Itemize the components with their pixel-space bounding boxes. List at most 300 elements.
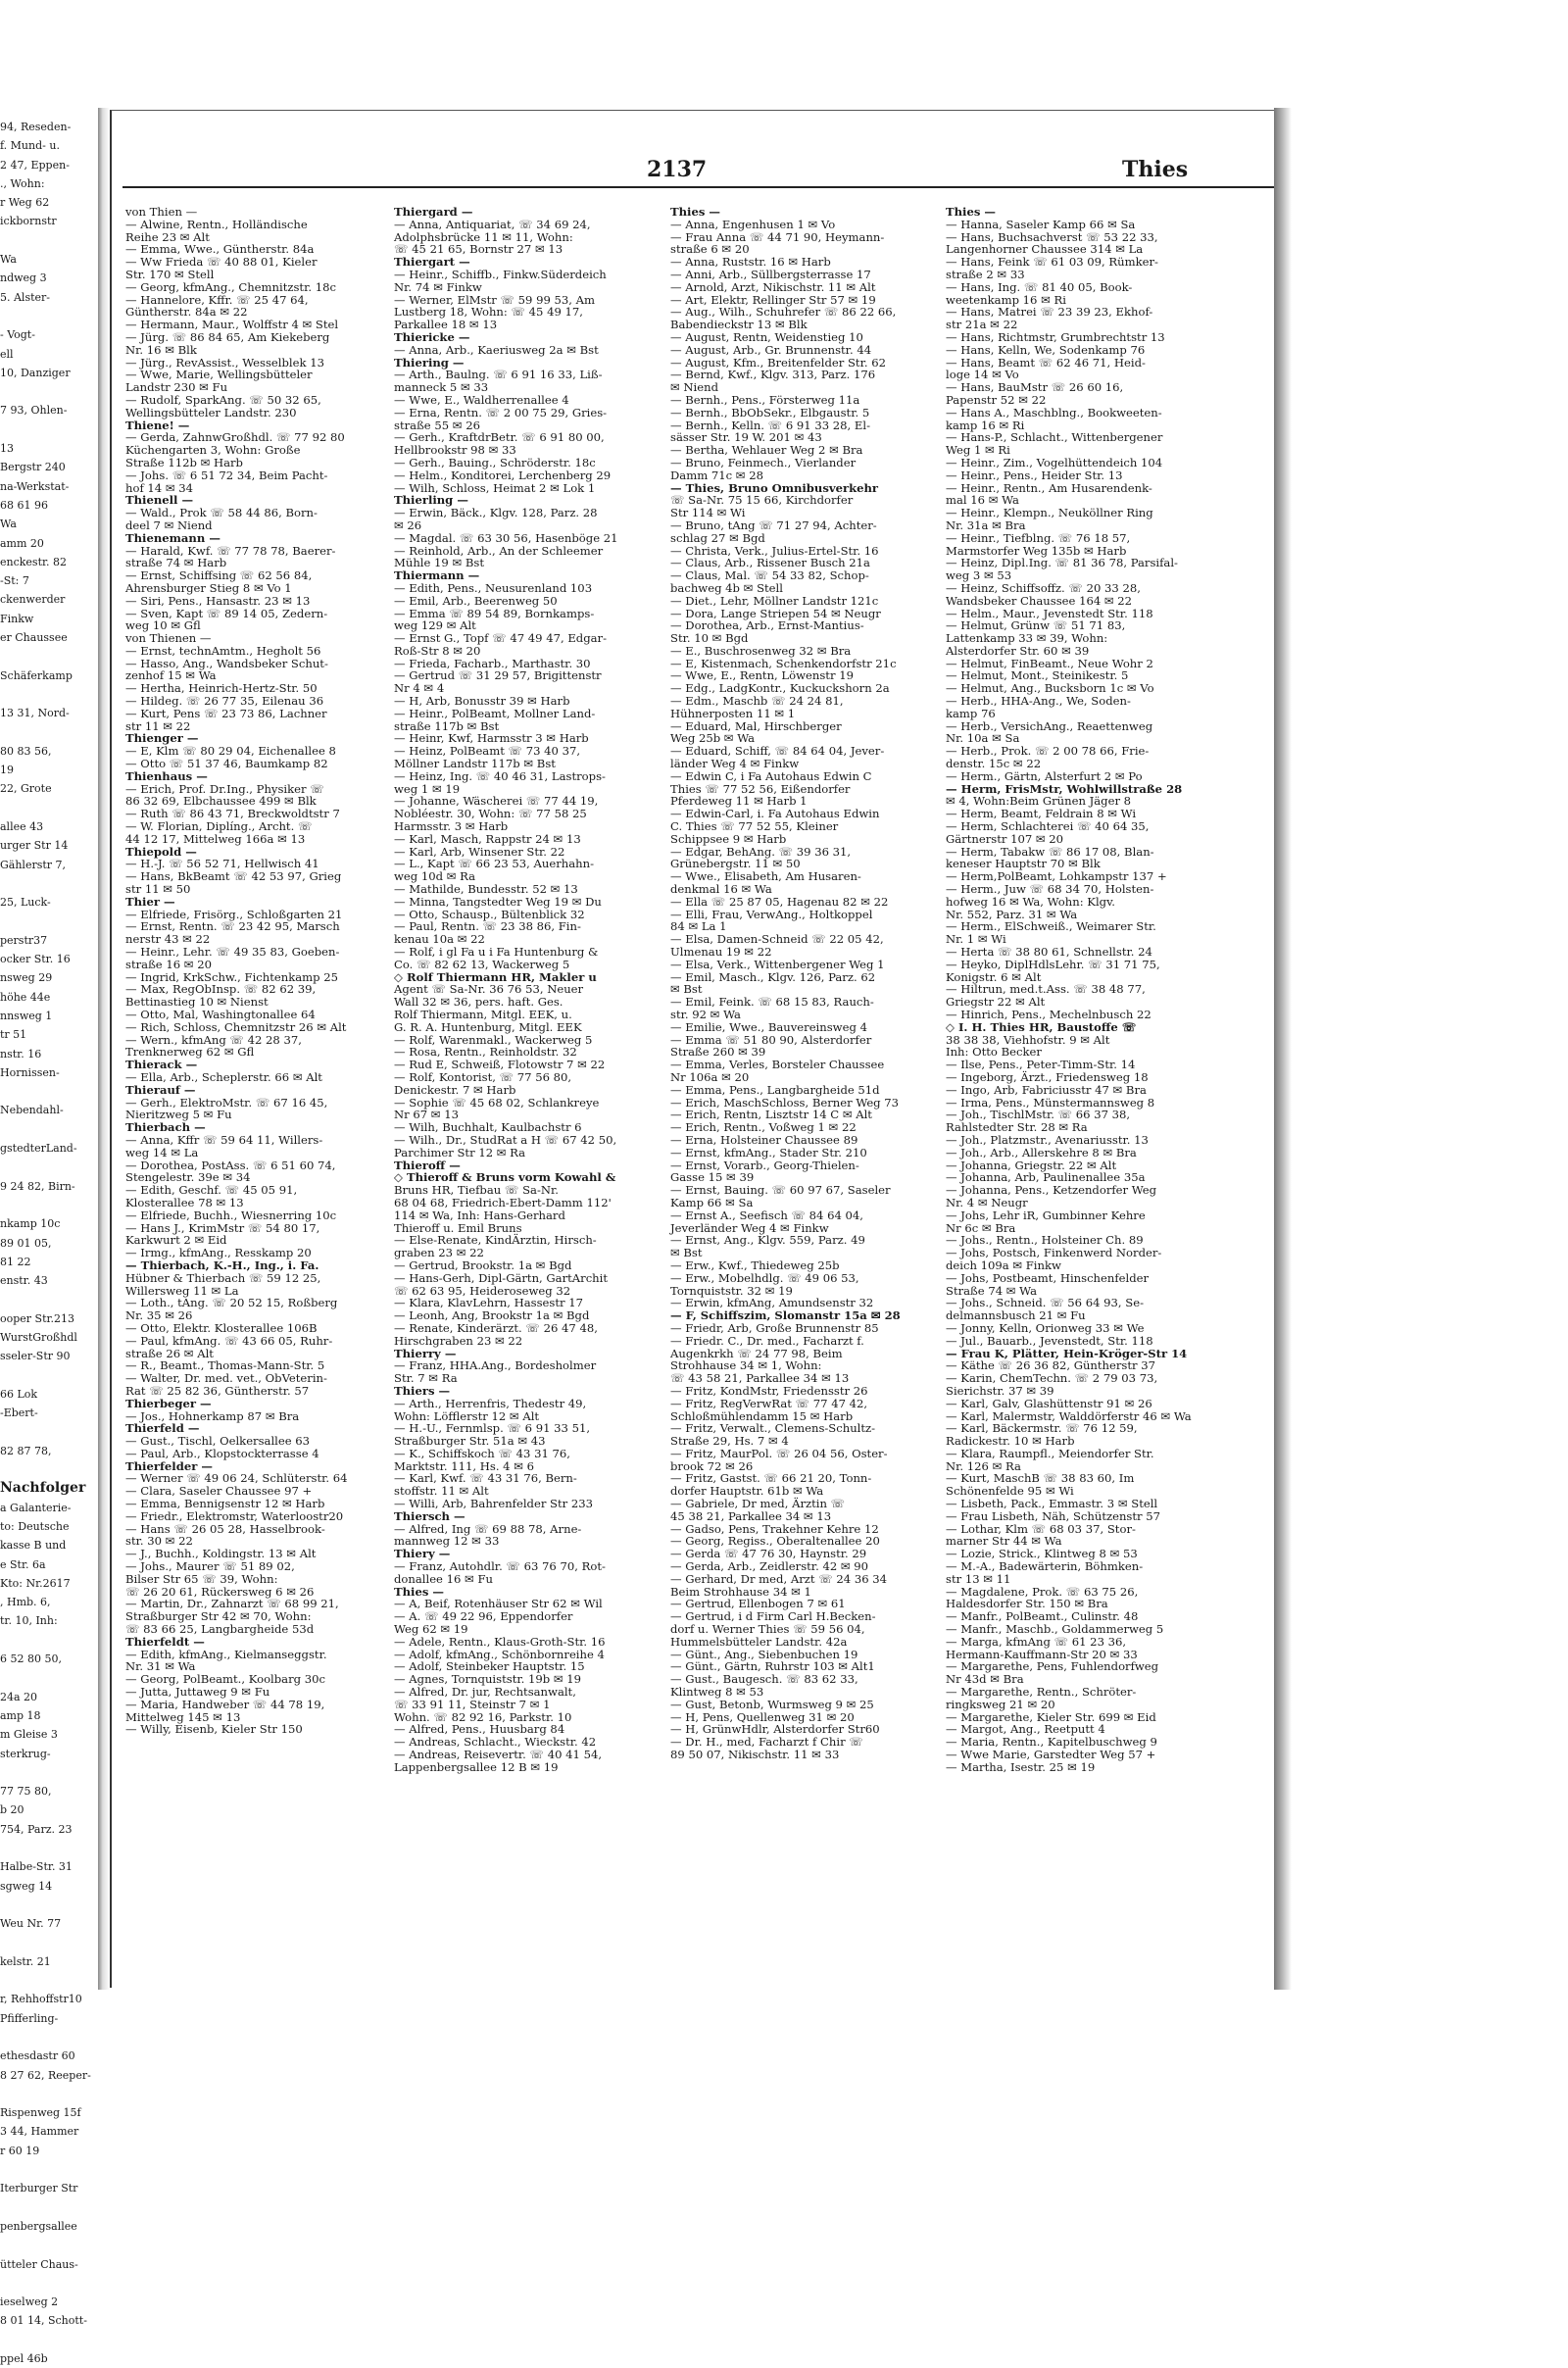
- directory-entry-line: — Heinr., Pens., Heider Str. 13: [946, 468, 1123, 482]
- directory-entry-line: — Martha, Isestr. 25 ✉ 19: [946, 1759, 1096, 1774]
- previous-page-line: ndweg 3: [0, 271, 47, 285]
- directory-entry-line: Wandsbeker Chaussee 164 ✉ 22: [946, 593, 1133, 608]
- directory-entry-line: — Gust, Betonb, Wurmsweg 9 ✉ 25: [670, 1697, 874, 1711]
- directory-entry-line: denstr. 15c ✉ 22: [946, 757, 1042, 771]
- directory-entry-line: — Franz, Autohdlr. ☏ 63 76 70, Rot-: [394, 1559, 606, 1574]
- previous-page-line: ickbornstr: [0, 215, 57, 228]
- directory-entry-line: weetenkamp 16 ✉ Ri: [946, 292, 1066, 307]
- directory-entry-line: — Heinr., Lehr. ☏ 49 35 83, Goeben-: [125, 945, 340, 960]
- previous-page-line: sterkrug-: [0, 1747, 51, 1760]
- previous-page-line: 10, Danziger: [0, 366, 71, 379]
- directory-entry-line: Hermann-Kauffmann-Str 20 ✉ 33: [946, 1647, 1138, 1661]
- directory-entry-line: ringksweg 21 ✉ 20: [946, 1697, 1055, 1711]
- directory-entry-line: Stengelestr. 39e ✉ 34: [125, 1170, 251, 1185]
- running-headword: Thies: [1122, 157, 1189, 182]
- directory-entry-line: Nr. 126 ✉ Ra: [946, 1458, 1021, 1473]
- previous-page-line: ell: [0, 347, 14, 361]
- directory-entry-line: Lappenbergsallee 12 B ✉ 19: [394, 1759, 559, 1774]
- previous-page-line: [0, 912, 98, 930]
- directory-entry-line: — Lothar, Klm ☏ 68 03 37, Stor-: [946, 1521, 1136, 1536]
- directory-entry-line: Thiers —: [394, 1383, 451, 1398]
- previous-page-line: [0, 1120, 98, 1139]
- directory-entry-line: ☏ 83 66 25, Langbargheide 53d: [125, 1622, 315, 1637]
- directory-entry-line: — Paul, Arb., Klopstockterrasse 4: [125, 1446, 319, 1460]
- directory-entry-line: stoffstr. 11 ✉ Alt: [394, 1484, 489, 1499]
- directory-entry-line: — Wilh, Schloss, Heimat 2 ✉ Lok 1: [394, 480, 596, 495]
- previous-page-line: [0, 1668, 98, 1687]
- directory-entry-line: — Walter, Dr. med. vet., ObVeterin-: [125, 1371, 327, 1386]
- directory-entry-line: — Joh., TischlMstr. ☏ 66 37 38,: [946, 1108, 1131, 1122]
- directory-entry-line: — Günt., Gärtn, Ruhrstr 103 ✉ Alt1: [670, 1659, 875, 1674]
- directory-entry-line: — Erw., Mobelhdlg. ☏ 49 06 53,: [670, 1270, 859, 1285]
- previous-page-line: kasse B und: [0, 1539, 67, 1553]
- directory-entry-line: — Eduard, Mal, Hirschberger: [670, 718, 842, 733]
- directory-entry-line: — E., Buschrosenweg 32 ✉ Bra: [670, 643, 852, 658]
- directory-entry-line: — Diet., Lehr, Möllner Landstr 121c: [670, 593, 879, 608]
- previous-page-line: ocker Str. 16: [0, 953, 71, 966]
- directory-entry-line: Nr 106a ✉ 20: [670, 1069, 750, 1084]
- directory-entry-line: — Frau Lisbeth, Näh, Schützenstr 57: [946, 1508, 1161, 1523]
- directory-entry-line: straße 16 ✉ 20: [125, 957, 212, 971]
- directory-entry-line: Hellbrookstr 98 ✉ 33: [394, 443, 516, 458]
- directory-entry-line: keneser Hauptstr 70 ✉ Blk: [946, 857, 1101, 871]
- directory-entry-line: Nr. 4 ✉ Neugr: [946, 1195, 1028, 1209]
- previous-page-line: enckestr. 82: [0, 555, 68, 568]
- directory-entry-line: — Margarethe, Kieler Str. 699 ✉ Eid: [946, 1709, 1156, 1724]
- directory-entry-line: Denickestr. 7 ✉ Harb: [394, 1082, 516, 1097]
- previous-page-line: [0, 1460, 98, 1479]
- directory-entry-line: Gasse 15 ✉ 39: [670, 1170, 755, 1185]
- directory-entry-line: — Herb., HHA-Ang., We, Soden-: [946, 694, 1131, 709]
- directory-entry-line: Weg 1 ✉ Ri: [946, 443, 1010, 458]
- directory-entry-line: str 21a ✉ 22: [946, 318, 1018, 332]
- previous-page-line: 8 01 14, Schott-: [0, 2314, 87, 2328]
- directory-entry-line: — Bernd, Kwf., Klgv. 313, Parz. 176: [670, 368, 876, 382]
- directory-entry-line: Marmstorfer Weg 135b ✉ Harb: [946, 543, 1127, 558]
- directory-entry-line: — Edwin-Carl, i. Fa Autohaus Edwin: [670, 807, 880, 821]
- directory-entry-line: Thierack —: [125, 1058, 198, 1072]
- previous-page-line: [0, 1082, 98, 1101]
- previous-page-line: Pfifferling-: [0, 2011, 59, 2025]
- directory-entry-line: G. R. A. Huntenburg, Mitgl. EEK: [394, 1019, 582, 1034]
- directory-entry-line: Roß-Str 8 ✉ 20: [394, 643, 481, 658]
- previous-page-line: 2 47, Eppen-: [0, 158, 70, 172]
- directory-entry-line: straße 55 ✉ 26: [394, 418, 480, 432]
- directory-entry-line: — Arth., Baulng. ☏ 6 91 16 33, Liß-: [394, 368, 603, 382]
- directory-entry-line: — L., Kapt ☏ 66 23 53, Auerhahn-: [394, 857, 595, 871]
- directory-entry-line: Thiery —: [394, 1547, 451, 1561]
- directory-entry-line: — Georg, kfmAng., Chemnitzstr. 18c: [125, 279, 336, 294]
- directory-entry-line: — Karl, Kwf. ☏ 43 31 76, Bern-: [394, 1471, 577, 1486]
- directory-entry-line: ☏ 33 91 11, Steinstr 7 ✉ 1: [394, 1697, 551, 1711]
- previous-page-line: ieselweg 2: [0, 2295, 59, 2309]
- directory-entry-line: — Andreas, Reisevertr. ☏ 40 41 54,: [394, 1748, 603, 1762]
- directory-entry-line: — Jutta, Juttaweg 9 ✉ Fu: [125, 1685, 270, 1700]
- directory-entry-line: — Hans, Buchsachverst ☏ 53 22 33,: [946, 229, 1158, 244]
- directory-entry-line: — Jos., Hohnerkamp 87 ✉ Bra: [125, 1408, 300, 1423]
- directory-entry-line: ✉ Bst: [670, 982, 703, 997]
- directory-entry-line: — Johs, Lehr iR, Gumbinner Kehre: [946, 1208, 1146, 1222]
- directory-entry-line: Bilser Str 65 ☏ 39, Wohn:: [125, 1571, 278, 1586]
- directory-entry-line: — Erich, Rentn., Voßweg 1 ✉ 22: [670, 1120, 857, 1135]
- directory-entry-line: — Johs., Rentn., Holsteiner Ch. 89: [946, 1233, 1144, 1248]
- directory-entry-line: Thierfeldt —: [125, 1634, 205, 1649]
- directory-entry-line: Ahrensburger Stieg 8 ✉ Vo 1: [125, 580, 292, 595]
- directory-entry-line: — Irma, Pens., Münstermannsweg 8: [946, 1095, 1155, 1110]
- previous-page-line: [0, 1763, 98, 1782]
- directory-entry-line: — Herm, Schlachterei ☏ 40 64 35,: [946, 819, 1150, 834]
- directory-entry-line: brook 72 ✉ 26: [670, 1458, 754, 1473]
- directory-entry-line: — Helmut, FinBeamt., Neue Wohr 2: [946, 656, 1153, 670]
- directory-entry-line: Nr. 552, Parz. 31 ✉ Wa: [946, 907, 1078, 921]
- directory-entry-line: — Emil, Feink. ☏ 68 15 83, Rauch-: [670, 995, 874, 1010]
- previous-page-fragment: [0, 118, 98, 2366]
- directory-entry-line: ✉ Bst: [670, 1246, 703, 1260]
- previous-page-line: kelstr. 21: [0, 1954, 51, 1968]
- directory-entry-line: — Helmut, Mont., Steinikestr. 5: [946, 668, 1129, 683]
- directory-entry-line: — Elfriede, Frisörg., Schloßgarten 21: [125, 907, 343, 921]
- previous-page-line: , Hmb. 6,: [0, 1596, 51, 1609]
- directory-entry-line: — Siri, Pens., Hansastr. 23 ✉ 13: [125, 593, 311, 608]
- directory-entry-line: — Emma ☏ 51 80 90, Alsterdorfer: [670, 1032, 872, 1047]
- previous-page-line: [0, 647, 98, 666]
- previous-page-line: allee 43: [0, 819, 44, 833]
- directory-entry-line: — Thierbach, K.-H., Ing., i. Fa.: [125, 1258, 319, 1272]
- directory-entry-line: — Hildeg. ☏ 26 77 35, Eilenau 36: [125, 694, 324, 709]
- directory-entry-line: — Bruno, Feinmech., Vierlander: [670, 455, 857, 469]
- previous-page-line: nsweg 29: [0, 971, 53, 985]
- directory-entry-line: Reihe 23 ✉ Alt: [125, 229, 210, 244]
- previous-page-line: amp 18: [0, 1708, 41, 1722]
- previous-page-line: ckenwerder: [0, 593, 66, 607]
- directory-entry-line: Thies —: [946, 205, 996, 219]
- directory-entry-line: — Wwe Marie, Garstedter Weg 57 +: [946, 1748, 1156, 1762]
- previous-page-line: 77 75 80,: [0, 1785, 52, 1799]
- directory-entry-line: — Hans, Matrei ☏ 23 39 23, Ekhof-: [946, 305, 1153, 320]
- directory-entry-line: von Thien —: [125, 205, 198, 219]
- directory-entry-line: — Hans J., KrimMstr ☏ 54 80 17,: [125, 1220, 320, 1235]
- previous-page-line: [0, 2085, 98, 2103]
- directory-entry-line: Thienemann —: [125, 530, 220, 545]
- previous-page-line: r 60 19: [0, 2144, 40, 2157]
- directory-entry-line: Thieroff u. Emil Bruns: [394, 1220, 522, 1235]
- previous-page-line: -Ebert-: [0, 1406, 38, 1420]
- directory-entry-line: weg 1 ✉ 19: [394, 781, 461, 796]
- directory-entry-line: loge 14 ✉ Vo: [946, 368, 1019, 382]
- directory-entry-line: 45 38 21, Parkallee 34 ✉ 13: [670, 1508, 832, 1523]
- directory-entry-line: — Emma, Bennigsenstr 12 ✉ Harb: [125, 1497, 325, 1511]
- directory-entry-line: — Edg., LadgKontr., Kuckuckshorn 2a: [670, 681, 890, 696]
- directory-entry-line: — Wwe, Marie, Wellingsbütteler: [125, 368, 313, 382]
- directory-entry-line: 89 50 07, Nikischstr. 11 ✉ 33: [670, 1748, 840, 1762]
- directory-entry-line: straße 6 ✉ 20: [670, 242, 750, 257]
- directory-entry-line: — Kurt, Pens ☏ 23 73 86, Lachner: [125, 706, 327, 720]
- directory-entry-line: Str. 7 ✉ Ra: [394, 1371, 458, 1386]
- previous-page-line: e Str. 6a: [0, 1557, 46, 1571]
- directory-entry-line: — Aug., Wilh., Schuhrefer ☏ 86 22 66,: [670, 305, 897, 320]
- directory-entry-line: denkmal 16 ✉ Wa: [670, 882, 772, 897]
- directory-entry-line: Nr 67 ✉ 13: [394, 1108, 459, 1122]
- directory-entry-line: — Adolf, Steinbeker Hauptstr. 15: [394, 1659, 585, 1674]
- directory-entry-line: — Johanna, Arb, Paulinenallee 35a: [946, 1170, 1146, 1185]
- directory-entry-line: — Emilie, Wwe., Bauvereinsweg 4: [670, 1019, 867, 1034]
- directory-entry-line: — Fritz, KondMstr, Friedensstr 26: [670, 1383, 868, 1398]
- directory-entry-line: Thiersch —: [394, 1508, 466, 1523]
- directory-entry-line: — Karl, Galv, Glashüttenstr 91 ✉ 26: [946, 1396, 1152, 1410]
- previous-page-line: 13: [0, 442, 14, 456]
- directory-entry-line: — Herta ☏ 38 80 61, Schnellstr. 24: [946, 945, 1152, 960]
- directory-entry-line: — Gertrud, Ellenbogen 7 ✉ 61: [670, 1597, 846, 1611]
- directory-entry-line: Marktstr. 111, Hs. 4 ✉ 6: [394, 1458, 535, 1473]
- directory-entry-line: Thierfeld —: [125, 1421, 200, 1436]
- directory-entry-line: — Ingeborg, Ärzt., Friedensweg 18: [946, 1069, 1149, 1084]
- directory-entry-line: Papenstr 52 ✉ 22: [946, 392, 1047, 407]
- directory-entry-line: Jeverländer Weg 4 ✉ Finkw: [670, 1220, 829, 1235]
- directory-entry-line: — Herb., VersichAng., Reaettenweg: [946, 718, 1153, 733]
- directory-entry-line: — Margot, Ang., Reetputt 4: [946, 1722, 1105, 1737]
- directory-entry-line: Parchimer Str 12 ✉ Ra: [394, 1145, 526, 1159]
- previous-page-line: enstr. 43: [0, 1274, 48, 1288]
- directory-entry-line: Thieroff —: [394, 1158, 461, 1172]
- directory-entry-line: Nr 6c ✉ Bra: [946, 1220, 1016, 1235]
- directory-entry-line: Straße 74 ✉ Wa: [946, 1283, 1038, 1298]
- directory-entry-line: — Emma, Pens., Langbargheide 51d: [670, 1082, 880, 1097]
- previous-page-line: - Vogt-: [0, 328, 35, 342]
- directory-entry-line: — Karin, ChemTechn. ☏ 2 79 03 73,: [946, 1371, 1158, 1386]
- directory-entry-line: — Gerh., ElektroMstr. ☏ 67 16 45,: [125, 1095, 328, 1110]
- directory-entry-line: — Edwin C, i Fa Autohaus Edwin C: [670, 768, 872, 783]
- previous-page-line: 25, Luck-: [0, 896, 51, 910]
- previous-page-line: tr 51: [0, 1028, 27, 1042]
- directory-entry-line: — Arth., Herrenfris, Thedestr 49,: [394, 1396, 587, 1410]
- directory-entry-line: — Ernst, Schiffsing ☏ 62 56 84,: [125, 568, 313, 583]
- previous-page-line: Nebendahl-: [0, 1104, 64, 1117]
- directory-entry-line: — Ruth ☏ 86 43 71, Breckwoldtstr 7: [125, 807, 340, 821]
- directory-entry-line: — J., Buchh., Koldingstr. 13 ✉ Alt: [125, 1547, 317, 1561]
- directory-entry-line: Bettinastieg 10 ✉ Nienst: [125, 995, 269, 1010]
- directory-entry-line: Rolf Thiermann, Mitgl. EEK, u.: [394, 1008, 572, 1021]
- directory-entry-line: — Friedr., Elektromstr, Waterloostr20: [125, 1508, 344, 1523]
- directory-entry-line: — H, Pens, Quellenweg 31 ✉ 20: [670, 1709, 855, 1724]
- directory-entry-line: — Heinr, Kwf, Harmsstr 3 ✉ Harb: [394, 731, 589, 746]
- directory-entry-line: Thienhaus —: [125, 768, 208, 783]
- directory-entry-line: — K., Schiffskoch ☏ 43 31 76,: [394, 1446, 570, 1460]
- previous-page-line: r, Rehhoffstr10: [0, 1993, 82, 2006]
- directory-entry-line: — Erich, Prof. Dr.Ing., Physiker ☏: [125, 781, 324, 796]
- directory-entry-line: Str. 170 ✉ Stell: [125, 267, 215, 281]
- directory-entry-line: — Gerda ☏ 47 76 30, Haynstr. 29: [670, 1547, 867, 1561]
- directory-entry-line: — Klara, KlavLehrn, Hassestr 17: [394, 1296, 583, 1310]
- directory-entry-line: — H, GrünwHdlr, Alsterdorfer Str60: [670, 1722, 880, 1737]
- directory-entry-line: Schippsee 9 ✉ Harb: [670, 831, 787, 846]
- directory-entry-line: — Friedr, Arb, Große Brunnenstr 85: [670, 1320, 879, 1335]
- previous-page-line: 7 93, Ohlen-: [0, 404, 68, 418]
- directory-entry-line: Wohn: Löfflerstr 12 ✉ Alt: [394, 1408, 540, 1423]
- directory-entry-line: — Fritz, MaurPol. ☏ 26 04 56, Oster-: [670, 1446, 888, 1460]
- previous-page-line: Halbe-Str. 31: [0, 1860, 73, 1874]
- previous-page-line: [0, 1971, 98, 1990]
- directory-entry-line: Nr 4 ✉ 4: [394, 681, 445, 696]
- directory-entry-line: Thiergard —: [394, 205, 473, 219]
- directory-entry-line: Ulmenau 19 ✉ 22: [670, 945, 772, 960]
- directory-entry-line: — E, Kistenmach, Schenkendorfstr 21c: [670, 656, 897, 670]
- previous-page-line: 94, Reseden-: [0, 121, 72, 133]
- directory-entry-line: — Magdalene, Prok. ☏ 63 75 26,: [946, 1584, 1139, 1599]
- previous-page-line: [0, 2274, 98, 2293]
- directory-entry-line: Mühle 19 ✉ Bst: [394, 556, 485, 570]
- directory-entry-line: — Ernst, Vorarb., Georg-Thielen-: [670, 1158, 859, 1172]
- directory-entry-line: — Ella ☏ 25 87 05, Hagenau 82 ✉ 22: [670, 894, 889, 909]
- directory-entry-line: — Paul, kfmAng. ☏ 43 66 05, Ruhr-: [125, 1333, 333, 1348]
- directory-entry-line: — Art, Elektr, Rellinger Str 57 ✉ 19: [670, 292, 876, 307]
- directory-entry-line: — Bruno, tAng ☏ 71 27 94, Achter-: [670, 518, 877, 532]
- directory-entry-line: Schönenfelde 95 ✉ Wi: [946, 1484, 1074, 1499]
- directory-entry-line: — Emil, Arb., Beerenweg 50: [394, 593, 558, 608]
- directory-entry-line: Gärtnerstr 107 ✉ 20: [946, 831, 1064, 846]
- directory-entry-line: — Anna, Engenhusen 1 ✉ Vo: [670, 217, 836, 231]
- previous-page-line: -St: 7: [0, 574, 29, 588]
- directory-entry-line: Hummelsbütteler Landstr. 42a: [670, 1634, 848, 1649]
- directory-entry-line: str. 30 ✉ 22: [125, 1534, 193, 1549]
- previous-page-line: [0, 1366, 98, 1385]
- directory-entry-line: — Adele, Rentn., Klaus-Groth-Str. 16: [394, 1634, 606, 1649]
- previous-page-line: [0, 1631, 98, 1650]
- directory-entry-line: Thiene! —: [125, 418, 190, 432]
- directory-entry-line: — Friedr. C., Dr. med., Facharzt f.: [670, 1333, 864, 1348]
- directory-entry-line: — Wern., kfmAng ☏ 42 28 37,: [125, 1032, 302, 1047]
- previous-page-line: amm 20: [0, 536, 44, 550]
- directory-entry-line: — Hans, Ing. ☏ 81 40 05, Book-: [946, 279, 1133, 294]
- previous-page-line: sgweg 14: [0, 1879, 53, 1893]
- directory-entry-line: — H, Arb, Bonusstr 39 ✉ Harb: [394, 694, 570, 709]
- previous-page-line: f. Mund- u.: [0, 139, 60, 153]
- directory-entry-line: weg 14 ✉ La: [125, 1145, 199, 1159]
- directory-entry-line: — Claus, Mal. ☏ 54 33 82, Schop-: [670, 568, 869, 583]
- directory-entry-line: — Gust., Baugesch. ☏ 83 62 33,: [670, 1672, 858, 1687]
- previous-page-line: ooper Str.213: [0, 1311, 75, 1325]
- directory-entry-line: Schloßmühlendamm 15 ✉ Harb: [670, 1408, 854, 1423]
- directory-entry-line: — Agnes, Tornquiststr. 19b ✉ 19: [394, 1672, 582, 1687]
- directory-entry-line: Karkwurt 2 ✉ Eid: [125, 1233, 227, 1248]
- previous-page-line: Iterburger Str: [0, 2182, 78, 2195]
- directory-entry-line: — Herm., Juw ☏ 68 34 70, Holsten-: [946, 882, 1154, 897]
- directory-entry-line: Rahlstedter Str. 28 ✉ Ra: [946, 1120, 1088, 1135]
- directory-entry-line: — Sophie ☏ 45 68 02, Schlankreye: [394, 1095, 600, 1110]
- directory-entry-line: — Heinr., Zim., Vogelhüttendeich 104: [946, 455, 1163, 469]
- directory-entry-line: — Minna, Tangstedter Weg 19 ✉ Du: [394, 894, 602, 909]
- directory-entry-line: Alsterdorfer Str. 60 ✉ 39: [946, 643, 1090, 658]
- previous-page-line: 9 24 82, Birn-: [0, 1179, 75, 1193]
- directory-entry-line: — F, Schiffszim, Slomanstr 15a ✉ 28: [670, 1308, 901, 1323]
- directory-entry-line: — Herm., ElSchweiß., Weimarer Str.: [946, 919, 1156, 934]
- directory-entry-line: — Gertrud ☏ 31 29 57, Brigittenstr: [394, 668, 602, 683]
- directory-entry-line: str. 92 ✉ Wa: [670, 1008, 741, 1021]
- directory-entry-line: Sierichstr. 37 ✉ 39: [946, 1383, 1054, 1398]
- previous-page-line: 8 27 62, Reeper-: [0, 2068, 91, 2082]
- directory-entry-line: — R., Beamt., Thomas-Mann-Str. 5: [125, 1358, 325, 1373]
- directory-entry-line: Hühnerposten 11 ✉ 1: [670, 706, 796, 720]
- directory-entry-line: — Bernh., Pens., Försterweg 11a: [670, 392, 860, 407]
- previous-page-line: 68 61 96: [0, 498, 48, 512]
- directory-entry-line: — H.-J. ☏ 56 52 71, Hellwisch 41: [125, 857, 319, 871]
- directory-entry-line: Thierfelder —: [125, 1458, 213, 1473]
- previous-page-line: er Chaussee: [0, 631, 68, 645]
- directory-entry-line: Co. ☏ 82 62 13, Wackerweg 5: [394, 957, 570, 971]
- previous-page-line: 24a 20: [0, 1690, 38, 1703]
- directory-entry-line: — Rosa, Rentn., Reinholdstr. 32: [394, 1045, 577, 1060]
- directory-entry-line: — Karl, Malermstr, Walddörferstr 46 ✉ Wa: [946, 1408, 1192, 1423]
- directory-entry-line: — Erich, Rentn, Lisztstr 14 C ✉ Alt: [670, 1108, 872, 1122]
- previous-page-line: ppel 46b: [0, 2352, 48, 2366]
- directory-entry-line: — Sven, Kapt ☏ 89 14 05, Zedern-: [125, 606, 328, 620]
- previous-page-line: nkamp 10c: [0, 1217, 61, 1231]
- directory-entry-line: — Heinr., Klempn., Neuköllner Ring: [946, 506, 1153, 520]
- directory-entry-line: — Clara, Saseler Chaussee 97 +: [125, 1484, 313, 1499]
- directory-entry-line: — Margarethe, Rentn., Schröter-: [946, 1685, 1137, 1700]
- previous-page-line: to: Deutsche: [0, 1519, 70, 1533]
- directory-entry-line: Straße 112b ✉ Harb: [125, 455, 243, 469]
- directory-entry-line: — Ernst, Ang., Klgv. 559, Parz. 49: [670, 1233, 865, 1248]
- directory-entry-line: Parkallee 18 ✉ 13: [394, 318, 498, 332]
- directory-entry-line: — Werner ☏ 49 06 24, Schlüterstr. 64: [125, 1471, 348, 1486]
- directory-entry-line: hof 14 ✉ 34: [125, 480, 194, 495]
- directory-entry-line: — Anna, Ruststr. 16 ✉ Harb: [670, 255, 831, 270]
- directory-entry-line: — Rudolf, SparkAng. ☏ 50 32 65,: [125, 392, 321, 407]
- directory-entry-line: mannweg 12 ✉ 33: [394, 1534, 500, 1549]
- previous-page-line: [0, 1896, 98, 1914]
- directory-entry-line: str 11 ✉ 22: [125, 718, 191, 733]
- previous-page-line: [0, 2160, 98, 2179]
- directory-entry-line: — Fritz, Gastst. ☏ 66 21 20, Tonn-: [670, 1471, 872, 1486]
- previous-page-line: 89 01 05,: [0, 1236, 52, 1250]
- directory-entry-line: — Ernst, Bauing. ☏ 60 97 67, Saseler: [670, 1183, 891, 1198]
- directory-entry-line: — Rolf, Kontorist, ☏ 77 56 80,: [394, 1069, 572, 1084]
- previous-page-line: Nachfolger: [0, 1480, 86, 1497]
- directory-entry-line: — Willi, Arb, Bahrenfelder Str 233: [394, 1497, 593, 1511]
- directory-entry-line: — Franz, HHA.Ang., Bordesholmer: [394, 1358, 597, 1373]
- directory-entry-line: — Reinhold, Arb., An der Schleemer: [394, 543, 604, 558]
- directory-entry-line: — Anna, Arb., Kaeriusweg 2a ✉ Bst: [394, 342, 599, 357]
- directory-entry-line: — Dorothea, Arb., Ernst-Mantius-: [670, 618, 864, 633]
- previous-page-line: urger Str 14: [0, 839, 69, 853]
- directory-entry-line: — Heinr., PolBeamt, Mollner Land-: [394, 706, 596, 720]
- previous-page-line: 19: [0, 764, 14, 777]
- directory-entry-line: ✉ 4, Wohn:Beim Grünen Jäger 8: [946, 794, 1132, 809]
- directory-column-4: [946, 206, 1223, 1970]
- directory-entry-line: Beim Strohhause 34 ✉ 1: [670, 1584, 811, 1599]
- previous-page-line: [0, 2331, 98, 2349]
- previous-page-line: ethesdastr 60: [0, 2049, 75, 2063]
- directory-entry-line: — Hannelore, Kffr. ☏ 25 47 64,: [125, 292, 309, 307]
- directory-entry-line: — Gabriele, Dr med, Ärztin ☏: [670, 1497, 846, 1511]
- directory-entry-line: — Helm., Maur., Jevenstedt Str. 118: [946, 606, 1153, 620]
- directory-column-2: [394, 206, 671, 1970]
- directory-entry-line: — A, Beif, Rotenhäuser Str 62 ✉ Wil: [394, 1597, 603, 1611]
- previous-page-line: Wa: [0, 253, 17, 267]
- directory-entry-line: Klosterallee 78 ✉ 13: [125, 1195, 244, 1209]
- directory-entry-line: — Wilh., Dr., StudRat a H ☏ 67 42 50,: [394, 1132, 617, 1147]
- directory-entry-line: Thierauf —: [125, 1082, 196, 1097]
- previous-page-line: Rispenweg 15f: [0, 2106, 81, 2120]
- directory-entry-line: — Elsa, Damen-Schneid ☏ 22 05 42,: [670, 932, 884, 947]
- directory-entry-line: — Ingo, Arb, Fabriciusstr 47 ✉ Bra: [946, 1082, 1147, 1097]
- directory-entry-line: straße 117b ✉ Bst: [394, 718, 500, 733]
- previous-page-line: 82 87 78,: [0, 1444, 52, 1457]
- directory-entry-line: — Rolf, Warenmakl., Wackerweg 5: [394, 1032, 593, 1047]
- directory-entry-line: — Marga, kfmAng ☏ 61 23 36,: [946, 1634, 1127, 1649]
- directory-entry-line: Landstr 230 ✉ Fu: [125, 380, 228, 395]
- directory-entry-line: — Anna, Kffr ☏ 59 64 11, Willers-: [125, 1132, 323, 1147]
